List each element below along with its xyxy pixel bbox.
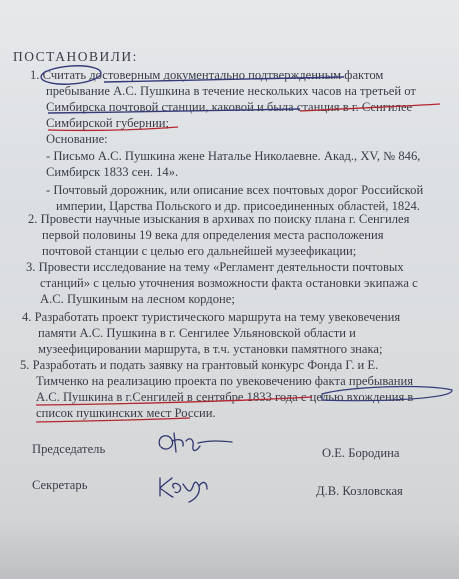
list-item-4-line-1: 4. Разработать проект туристического маршрута на тему увековечения — [22, 310, 401, 324]
list-item-4-line-3: музеефицировании маршрута, в т.ч. установки памятного знака; — [38, 342, 383, 356]
list-item-1-line-1: 1. Считать достоверным документально подтвержденным фактом — [30, 68, 384, 82]
basis-line-4: империи, Царства Польского и др. присоединенных областей, 1824. — [56, 199, 420, 213]
list-item-1-line-2: пребывание А.С. Пушкина в течение нескольких часов на третьей от — [46, 84, 416, 98]
list-item-1-line-4: Симбирской губернии; — [46, 116, 169, 130]
secretary-name: Д.В. Козловская — [316, 484, 403, 498]
list-item-2-line-2: первой половины 19 века для определения места расположения — [42, 228, 384, 242]
list-item-5-line-1: 5. Разработать и подать заявку на грантовый конкурс Фонда Г. и Е. — [20, 358, 379, 372]
list-item-4-line-2: памяти А.С. Пушкина в г. Сенгилее Ульяновской области и — [38, 326, 356, 340]
basis-line-2: Симбирск 1833 сен. 14». — [46, 165, 179, 179]
list-item-5-line-4: список пушкинских мест России. — [36, 406, 216, 420]
secretary-role: Секретарь — [32, 478, 88, 492]
chairman-role: Председатель — [32, 442, 106, 456]
list-item-3-line-1: 3. Провести исследование на тему «Регламент деятельности почтовых — [26, 260, 404, 274]
list-item-3-line-3: А.С. Пушкиным на лесном кордоне; — [40, 292, 235, 306]
basis-line-1: - Письмо А.С. Пушкина жене Наталье Николаевне. Акад., XV, № 846, — [46, 149, 421, 163]
basis-line-3: - Почтовый дорожник, или описание всех почтовых дорог Российской — [46, 183, 424, 197]
document-heading: ПОСТАНОВИЛИ: — [13, 49, 138, 64]
list-item-2-line-3: почтовой станции с целью его дальнейшей музеефикации; — [42, 244, 357, 258]
list-item-1-line-3: Симбирска почтовой станции, каковой и была станция в г. Сенгилее — [46, 100, 413, 114]
chairman-signature — [159, 433, 232, 452]
secretary-signature — [160, 478, 207, 502]
list-item-3-line-2: станций» с целью уточнения возможности факта остановки экипажа с — [40, 276, 418, 290]
photo-shadow — [0, 519, 459, 579]
list-item-5-line-3: А.С. Пушкина в г.Сенгилей в сентябре 1833 года с целью вхождения в — [36, 390, 414, 404]
list-item-5-line-2: Тимченко на реализацию проекта по увековечению факта пребывания — [36, 374, 414, 388]
list-item-2-line-1: 2. Провести научные изыскания в архивах по поиску плана г. Сенгилея — [28, 212, 410, 226]
basis-label: Основание: — [46, 132, 108, 146]
chairman-name: О.Е. Бородина — [322, 446, 400, 460]
